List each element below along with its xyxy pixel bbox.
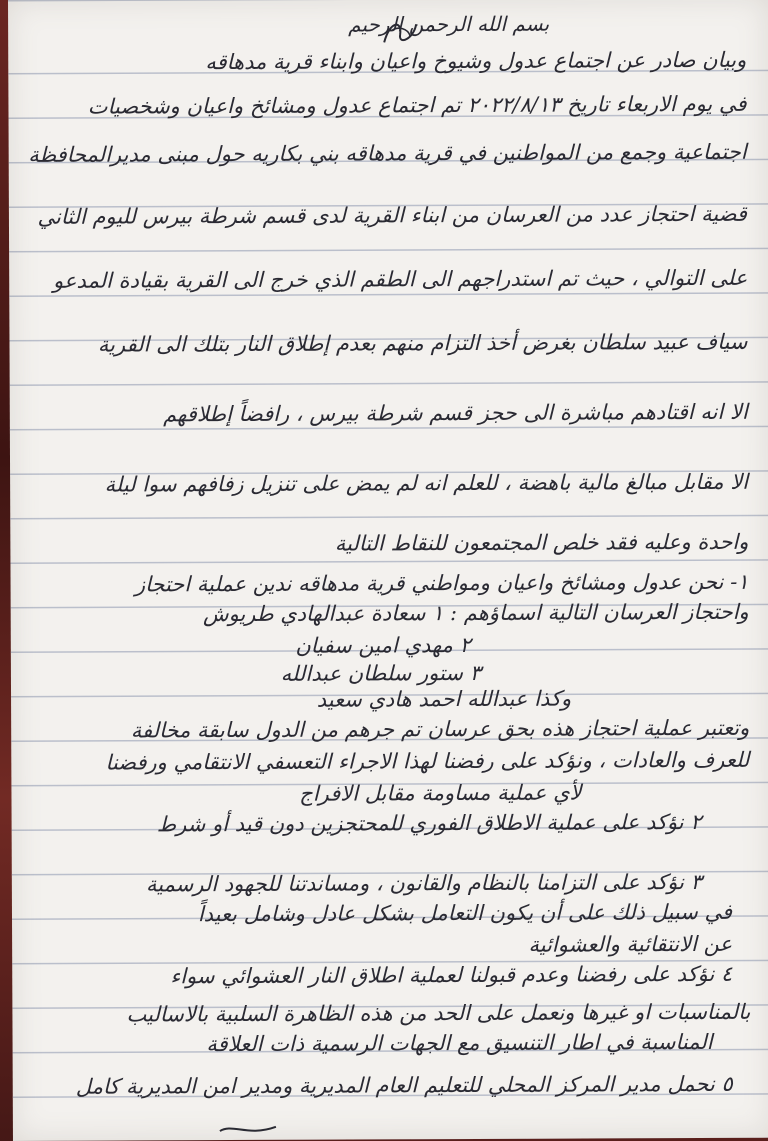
text-line-18: ٢ نؤكد على عملية الاطلاق الفوري للمحتجزين دون قيد أو شرط — [156, 809, 702, 837]
text-line-11: واحتجاز العرسان التالية اسماؤهم : ١ سعادة عبدالهادي طريوش — [202, 599, 749, 627]
text-line-19: ٣ نؤكد على التزامنا بالنظام والقانون ، ومساندتنا للجهود الرسمية — [145, 869, 702, 897]
handwritten-page — [8, 0, 768, 1141]
text-line-16: للعرف والعادات ، ونؤكد على رفضنا لهذا الاجراء التعسفي الانتقامي ورفضنا — [105, 747, 750, 775]
text-line-4: قضية احتجاز عدد من العرسان من ابناء القرية لدى قسم شرطة بيرس لليوم الثاني — [37, 201, 747, 229]
text-line-24: المناسبة في اطار التنسيق مع الجهات الرسمية ذات العلاقة — [206, 1029, 713, 1057]
text-line-13: ٣ ستور سلطان عبدالله — [280, 660, 481, 686]
text-line-2: في يوم الاربعاء تاريخ ٢٠٢٢/٨/١٣ تم اجتماع عدول ومشائخ واعيان وشخصيات — [87, 91, 747, 119]
text-line-14: وكذا عبدالله احمد هادي سعيد — [316, 686, 572, 712]
text-line-12: ٢ مهدي امين سفيان — [295, 632, 471, 658]
text-line-5: على التوالي ، حيث تم استدراجهم الى الطقم الذي خرج الى القرية بقيادة المدعو — [53, 265, 748, 293]
text-line-7: الا انه اقتادهم مباشرة الى حجز قسم شرطة بيرس ، رافضاً إطلاقهم — [163, 399, 748, 427]
text-line-8: الا مقابل مبالغ مالية باهضة ، للعلم انه لم يمض على تنزيل زفافهم سوا ليلة — [104, 469, 749, 497]
text-line-15: وتعتبر عملية احتجاز هذه بحق عرسان تم جرهم من الدول سابقة مخالفة — [130, 715, 750, 743]
ink-stroke-mark — [218, 1121, 278, 1139]
text-line-1: وبيان صادر عن اجتماع عدول وشيوخ واعيان وابناء قرية مدهاقه — [205, 47, 747, 75]
text-line-25: ٥ نحمل مدير المركز المحلي للتعليم العام المديرية ومدير امن المديرية كامل — [75, 1071, 733, 1099]
text-line-22: ٤ نؤكد على رفضنا وعدم قبولنا لعملية اطلاق النار العشوائي سواء — [170, 961, 733, 989]
text-line-6: سياف عبيد سلطان بغرض أخذ التزام منهم بعدم إطلاق النار بتلك الى القرية — [97, 329, 748, 357]
basmala: بسم الله الرحمن الرحيم — [348, 11, 550, 37]
text-line-9: واحدة وعليه فقد خلص المجتمعون للنقاط التالية — [334, 529, 749, 556]
text-line-23: بالمناسبات او غيرها ونعمل على الحد من هذه الظاهرة السلبية بالاساليب — [126, 999, 751, 1027]
text-line-20: في سبيل ذلك على أن يكون التعامل بشكل عادل وشامل بعيداً — [197, 899, 733, 927]
text-line-17: لأي عملية مساومة مقابل الافراج — [299, 780, 582, 806]
text-line-10: ١- نحن عدول ومشائخ واعيان ومواطني قرية مدهاقه ندين عملية احتجاز — [134, 569, 749, 597]
text-line-21: عن الانتقائية والعشوائية — [528, 931, 733, 957]
text-line-3: اجتماعية وجمع من المواطنين في قرية مدهاقه بني بكاريه حول مبنى مديرالمحافظة — [28, 139, 747, 167]
